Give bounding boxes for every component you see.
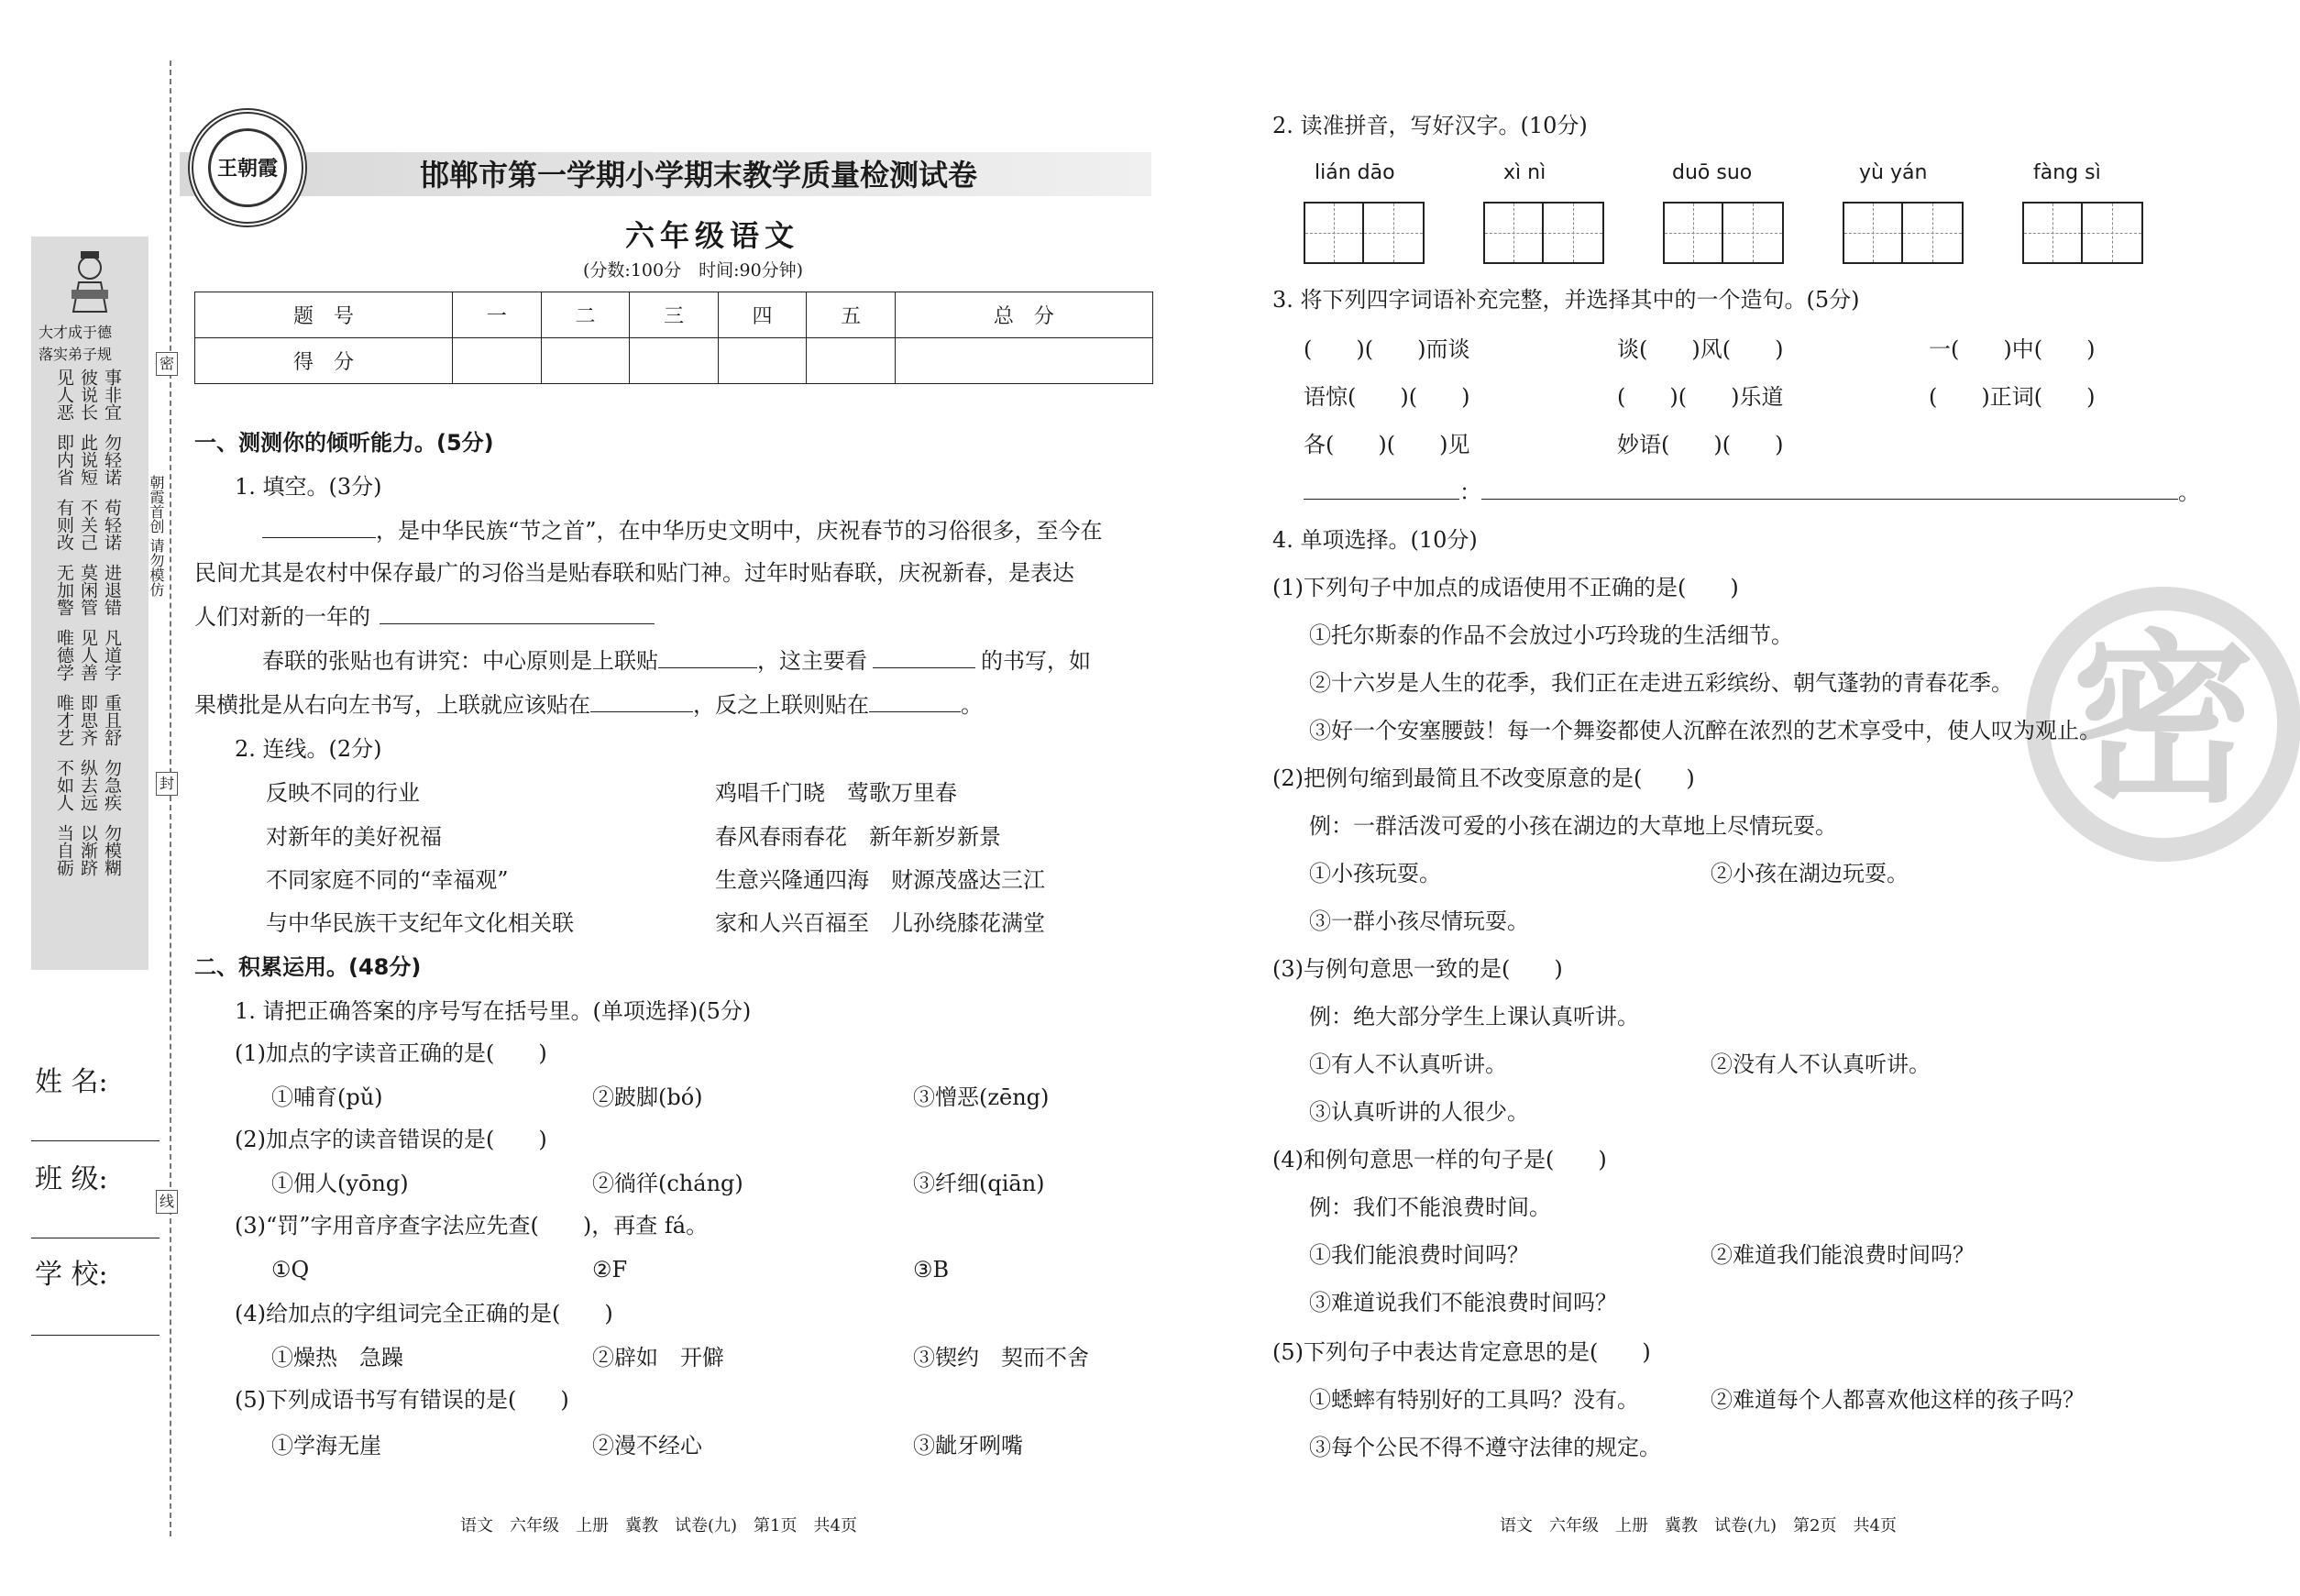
- q4-stem-3: (3)与例句意思一致的是( ): [1272, 956, 1563, 982]
- q1-blank-2[interactable]: [380, 604, 655, 624]
- pinyin-2: xì nì: [1503, 161, 1546, 184]
- mc-option[interactable]: ②跛脚(bó): [592, 1084, 703, 1110]
- q4-stem-4: (4)和例句意思一样的句子是( ): [1272, 1147, 1607, 1172]
- name-field[interactable]: [31, 1140, 160, 1141]
- proverb-block: [53, 369, 127, 421]
- proverb-phrase: 莫闲管: [78, 564, 98, 616]
- mc-option[interactable]: ③龇牙咧嘴: [913, 1433, 1023, 1458]
- proverb-phrase: 当自砺: [54, 824, 74, 876]
- proverb-phrase: 勿急疾: [102, 759, 122, 811]
- writing-box-2[interactable]: [1483, 202, 1604, 264]
- proverb-phrase: 即思齐: [78, 694, 98, 746]
- proverb-phrase: 此说短: [78, 434, 98, 486]
- proverb-block: [53, 434, 127, 486]
- q4-option[interactable]: ①托尔斯泰的作品不会放过小巧玲珑的生活细节。: [1309, 622, 1793, 648]
- mc-option[interactable]: ③纤细(qiān): [913, 1171, 1045, 1196]
- mc-option[interactable]: ①哺育(pǔ): [271, 1084, 383, 1110]
- idiom-blank[interactable]: 各( )( )见: [1304, 432, 1470, 457]
- q2-title: 2. 连线。(2分): [235, 736, 382, 762]
- q4-option[interactable]: ①小孩玩耍。: [1309, 861, 1441, 886]
- q4-stem-1: (1)下列句子中加点的成语使用不正确的是( ): [1272, 575, 1739, 600]
- score-value-row: [195, 338, 1153, 384]
- idiom-choice-field[interactable]: [1304, 479, 1459, 500]
- slogan-line-2: 落实弟子规: [39, 346, 113, 363]
- colon: ：: [1459, 479, 1481, 505]
- mc-option[interactable]: ①佣人(yōng): [271, 1171, 409, 1196]
- match-left-2[interactable]: 对新年的美好祝福: [266, 824, 442, 850]
- q4-option[interactable]: ②难道每个人都喜欢他这样的孩子吗？: [1711, 1387, 2085, 1413]
- score-row-label: 得 分: [195, 338, 453, 384]
- score-input[interactable]: [807, 338, 896, 384]
- match-left-1[interactable]: 反映不同的行业: [266, 780, 420, 806]
- score-input[interactable]: [718, 338, 807, 384]
- mc-option[interactable]: ②辟如 开僻: [592, 1345, 724, 1370]
- proverb-block: [53, 694, 127, 746]
- q1-paragraph-line-3: [194, 603, 655, 631]
- q4-option[interactable]: ③难道说我们不能浪费时间吗？: [1309, 1290, 1617, 1315]
- seal-watermark: 密: [2026, 587, 2300, 862]
- proverb-block: [53, 629, 127, 681]
- writing-cell[interactable]: [1364, 202, 1425, 264]
- writing-cell[interactable]: [1903, 202, 1964, 264]
- q4-option[interactable]: ①有人不认真听讲。: [1309, 1051, 1507, 1077]
- proverb-block: [53, 564, 127, 616]
- q4-example: 例：我们不能浪费时间。: [1309, 1194, 1551, 1220]
- r-q2-title: 2. 读准拼音，写好汉字。(10分): [1272, 113, 1588, 138]
- mc-stem-2: (2)加点字的读音错误的是( ): [235, 1127, 547, 1152]
- section1-title: 一、测测你的倾听能力。(5分): [194, 430, 494, 456]
- r-q3-title: 3. 将下列四字词语补充完整，并选择其中的一个造句。(5分): [1272, 287, 1860, 313]
- proverb-phrase: 彼说长: [78, 369, 98, 421]
- q1-text: 人们对新的一年的: [194, 604, 370, 630]
- exam-title: 邯郸市第一学期小学期末教学质量检测试卷: [420, 158, 978, 193]
- q4-option[interactable]: ①蟋蟀有特别好的工具吗？没有。: [1309, 1387, 1639, 1413]
- proverb-phrase: 勿模糊: [102, 824, 122, 876]
- exam-info: (分数:100分 时间:90分钟): [583, 260, 804, 281]
- writing-cell[interactable]: [2022, 202, 2083, 264]
- q4-option[interactable]: ③认真听讲的人很少。: [1309, 1099, 1529, 1125]
- name-label: 姓 名:: [35, 1066, 108, 1098]
- mc-option[interactable]: ③B: [913, 1257, 950, 1282]
- idiom-blank[interactable]: 一( )中( ): [1929, 336, 2096, 362]
- school-label: 学 校:: [35, 1259, 108, 1291]
- idiom-blank[interactable]: ( )正词( ): [1929, 384, 2096, 410]
- score-input[interactable]: [895, 338, 1152, 384]
- pinyin-4: yù yán: [1859, 161, 1928, 184]
- q4-option[interactable]: ①我们能浪费时间吗？: [1309, 1242, 1529, 1268]
- score-cell: 四: [718, 292, 807, 338]
- score-cell: 题 号: [195, 292, 453, 338]
- proverb-phrase: 有则改: [54, 499, 74, 551]
- q4-example: 例：一群活泼可爱的小孩在湖边的大草地上尽情玩耍。: [1309, 813, 1837, 839]
- period: 。: [2178, 479, 2200, 505]
- score-input[interactable]: [541, 338, 630, 384]
- pinyin-3: duō suo: [1672, 161, 1753, 184]
- score-cell: 二: [541, 292, 630, 338]
- proverb-block: [53, 499, 127, 551]
- writing-cell[interactable]: [1663, 202, 1723, 264]
- q4-option[interactable]: ②十六岁是人生的花季，我们正在走进五彩缤纷、朝气蓬勃的青春花季。: [1309, 670, 2013, 696]
- scholar-figure-icon: [68, 249, 112, 314]
- q1-text: ，这主要看: [757, 648, 867, 674]
- pinyin-1: lián dāo: [1315, 161, 1395, 184]
- mc-stem-1: (1)加点的字读音正确的是( ): [235, 1040, 547, 1066]
- proverb-phrase: 凡道字: [102, 629, 122, 681]
- slogan-line-1: 大才成于德: [39, 324, 113, 341]
- idiom-blank[interactable]: 妙语( )( ): [1617, 432, 1784, 457]
- school-field[interactable]: [31, 1335, 160, 1336]
- proverb-phrase: 进退错: [102, 564, 122, 616]
- q1-text: 春联的张贴也有讲究：中心原则是上联贴: [262, 648, 658, 674]
- q4-stem-5: (5)下列句子中表达肯定意思的是( ): [1272, 1339, 1651, 1365]
- q1-text: 的书写，如: [981, 648, 1091, 674]
- match-right-3[interactable]: 生意兴隆通四海 财源茂盛达三江: [715, 867, 1045, 893]
- q4-option[interactable]: ②小孩在湖边玩耍。: [1711, 861, 1909, 886]
- q1-paragraph-line-2: 民间尤其是农村中保存最广的习俗当是贴春联和贴门神。过年时贴春联，庆祝新春，是表达: [194, 560, 1074, 586]
- idiom-blank[interactable]: ( )( )而谈: [1304, 336, 1470, 362]
- q1-blank-4[interactable]: [873, 648, 975, 668]
- idiom-blank[interactable]: 语惊( )( ): [1304, 384, 1470, 410]
- mc-option[interactable]: ①Q: [271, 1257, 310, 1282]
- writing-box-1[interactable]: [1304, 202, 1425, 264]
- mc-stem-4: (4)给加点的字组词完全正确的是( ): [235, 1301, 613, 1326]
- section2-title: 二、积累运用。(48分): [194, 954, 422, 980]
- proverb-phrase: 唯德学: [54, 629, 74, 681]
- proverb-phrase: 不如人: [54, 759, 74, 811]
- proverb-phrase: 见人恶: [54, 369, 74, 421]
- writing-cell[interactable]: [1723, 202, 1784, 264]
- writing-box-4[interactable]: [1843, 202, 1964, 264]
- q1-paragraph-line-1: [262, 517, 1103, 545]
- score-cell: 总 分: [895, 292, 1152, 338]
- q1-paragraph-line-5: [194, 691, 983, 719]
- mc-stem-5: (5)下列成语书写有错误的是( ): [235, 1387, 569, 1413]
- q1-blank-5[interactable]: [590, 692, 693, 712]
- seal-char-mi: 密: [156, 352, 178, 376]
- q1-blank-3[interactable]: [658, 648, 757, 668]
- proverb-phrase: 重且舒: [102, 694, 122, 746]
- proverb-phrase: 纵去远: [78, 759, 98, 811]
- mc-option[interactable]: ②漫不经心: [592, 1433, 702, 1458]
- mc-option[interactable]: ①燥热 急躁: [271, 1345, 403, 1370]
- match-right-1[interactable]: 鸡唱千门晓 莺歌万里春: [715, 780, 957, 806]
- q1-text: ，反之上联则贴在: [693, 692, 869, 718]
- score-table: [194, 292, 1153, 384]
- q4-option[interactable]: ②难道我们能浪费时间吗？: [1711, 1242, 1975, 1268]
- match-right-4[interactable]: 家和人兴百福至 儿孙绕膝花满堂: [715, 910, 1045, 936]
- seal-char-xian: 线: [156, 1190, 178, 1214]
- logo-text: 王朝霞: [208, 128, 287, 207]
- proverb-list: [53, 369, 127, 889]
- proverb-phrase: 无加警: [54, 564, 74, 616]
- q1-blank-6[interactable]: [869, 692, 961, 712]
- sentence-field[interactable]: [1481, 479, 2178, 500]
- sentence-line: [1304, 479, 2200, 506]
- q1-title: 1. 填空。(3分): [235, 474, 382, 500]
- score-cell: 三: [630, 292, 719, 338]
- q1-text: 果横批是从右向左书写，上联就应该贴在: [194, 692, 590, 718]
- q4-example: 例：绝大部分学生上课认真听讲。: [1309, 1004, 1639, 1029]
- proverb-phrase: 见人善: [78, 629, 98, 681]
- proverb-phrase: 勿轻诺: [102, 434, 122, 486]
- s2-q1-title: 1. 请把正确答案的序号写在括号里。(单项选择)(5分): [235, 998, 752, 1024]
- q1-paragraph-line-4: [262, 647, 1091, 675]
- mc-option[interactable]: ②徜徉(cháng): [592, 1171, 743, 1196]
- q4-stem-2: (2)把例句缩到最简且不改变原意的是( ): [1272, 765, 1695, 791]
- proverb-phrase: 唯才艺: [54, 694, 74, 746]
- mc-option[interactable]: ③憎恶(zēng): [913, 1084, 1050, 1110]
- score-input[interactable]: [453, 338, 542, 384]
- score-cell: 一: [453, 292, 542, 338]
- proverb-block: [53, 824, 127, 876]
- proverb-phrase: 不关己: [78, 499, 98, 551]
- idiom-blank[interactable]: 谈( )风( ): [1617, 336, 1784, 362]
- proverb-phrase: 即内省: [54, 434, 74, 486]
- writing-cell[interactable]: [1544, 202, 1604, 264]
- r-q4-title: 4. 单项选择。(10分): [1272, 527, 1478, 553]
- left-side-panel: [31, 237, 149, 970]
- subject-title: 六年级语文: [625, 218, 800, 253]
- q1-blank-1[interactable]: [262, 518, 376, 538]
- margin-note: 朝霞首创 请勿模仿: [148, 475, 165, 598]
- proverb-phrase: 以渐跻: [78, 824, 98, 876]
- q4-option[interactable]: ③一群小孩尽情玩耍。: [1309, 908, 1529, 934]
- score-cell: 五: [807, 292, 896, 338]
- writing-box-3[interactable]: [1663, 202, 1784, 264]
- mc-stem-3: (3)“罚”字用音序查字法应先查( )，再查 fá。: [235, 1213, 709, 1238]
- match-left-3[interactable]: 不同家庭不同的“幸福观”: [266, 867, 509, 893]
- proverb-phrase: 事非宜: [102, 369, 122, 421]
- footer-left: 语文 六年级 上册 冀教 试卷(九) 第1页 共4页: [460, 1516, 857, 1535]
- score-header-row: [195, 292, 1153, 338]
- proverb-phrase: 苟轻诺: [102, 499, 122, 551]
- proverb-block: [53, 759, 127, 811]
- publisher-logo: [188, 108, 307, 227]
- pinyin-5: fàng sì: [2033, 161, 2101, 184]
- q1-text: ，是中华民族“节之首”，在中华历史文明中，庆祝春节的习俗很多，至今在: [376, 518, 1103, 544]
- q1-text: 。: [961, 692, 983, 718]
- q4-option[interactable]: ③好一个安塞腰鼓！每一个舞姿都使人沉醉在浓烈的艺术享受中，使人叹为观止。: [1309, 718, 2101, 743]
- writing-box-5[interactable]: [2022, 202, 2143, 264]
- match-left-4[interactable]: 与中华民族干支纪年文化相关联: [266, 910, 574, 936]
- q4-option[interactable]: ②没有人不认真听讲。: [1711, 1051, 1931, 1077]
- seal-char-feng: 封: [156, 772, 178, 796]
- class-label: 班 级:: [35, 1163, 108, 1195]
- q4-option[interactable]: ③每个公民不得不遵守法律的规定。: [1309, 1435, 1661, 1460]
- seal-dashed-line: [170, 61, 171, 1536]
- match-right-2[interactable]: 春风春雨春花 新年新岁新景: [715, 824, 1001, 850]
- footer-right: 语文 六年级 上册 冀教 试卷(九) 第2页 共4页: [1500, 1516, 1897, 1535]
- writing-cell[interactable]: [2083, 202, 2143, 264]
- mc-option[interactable]: ③锲约 契而不舍: [913, 1345, 1089, 1370]
- writing-cell[interactable]: [1483, 202, 1544, 264]
- writing-cell[interactable]: [1843, 202, 1903, 264]
- mc-option[interactable]: ①学海无崖: [271, 1433, 381, 1458]
- writing-cell[interactable]: [1304, 202, 1364, 264]
- idiom-blank[interactable]: ( )( )乐道: [1617, 384, 1784, 410]
- score-input[interactable]: [630, 338, 719, 384]
- mc-option[interactable]: ②F: [592, 1257, 628, 1282]
